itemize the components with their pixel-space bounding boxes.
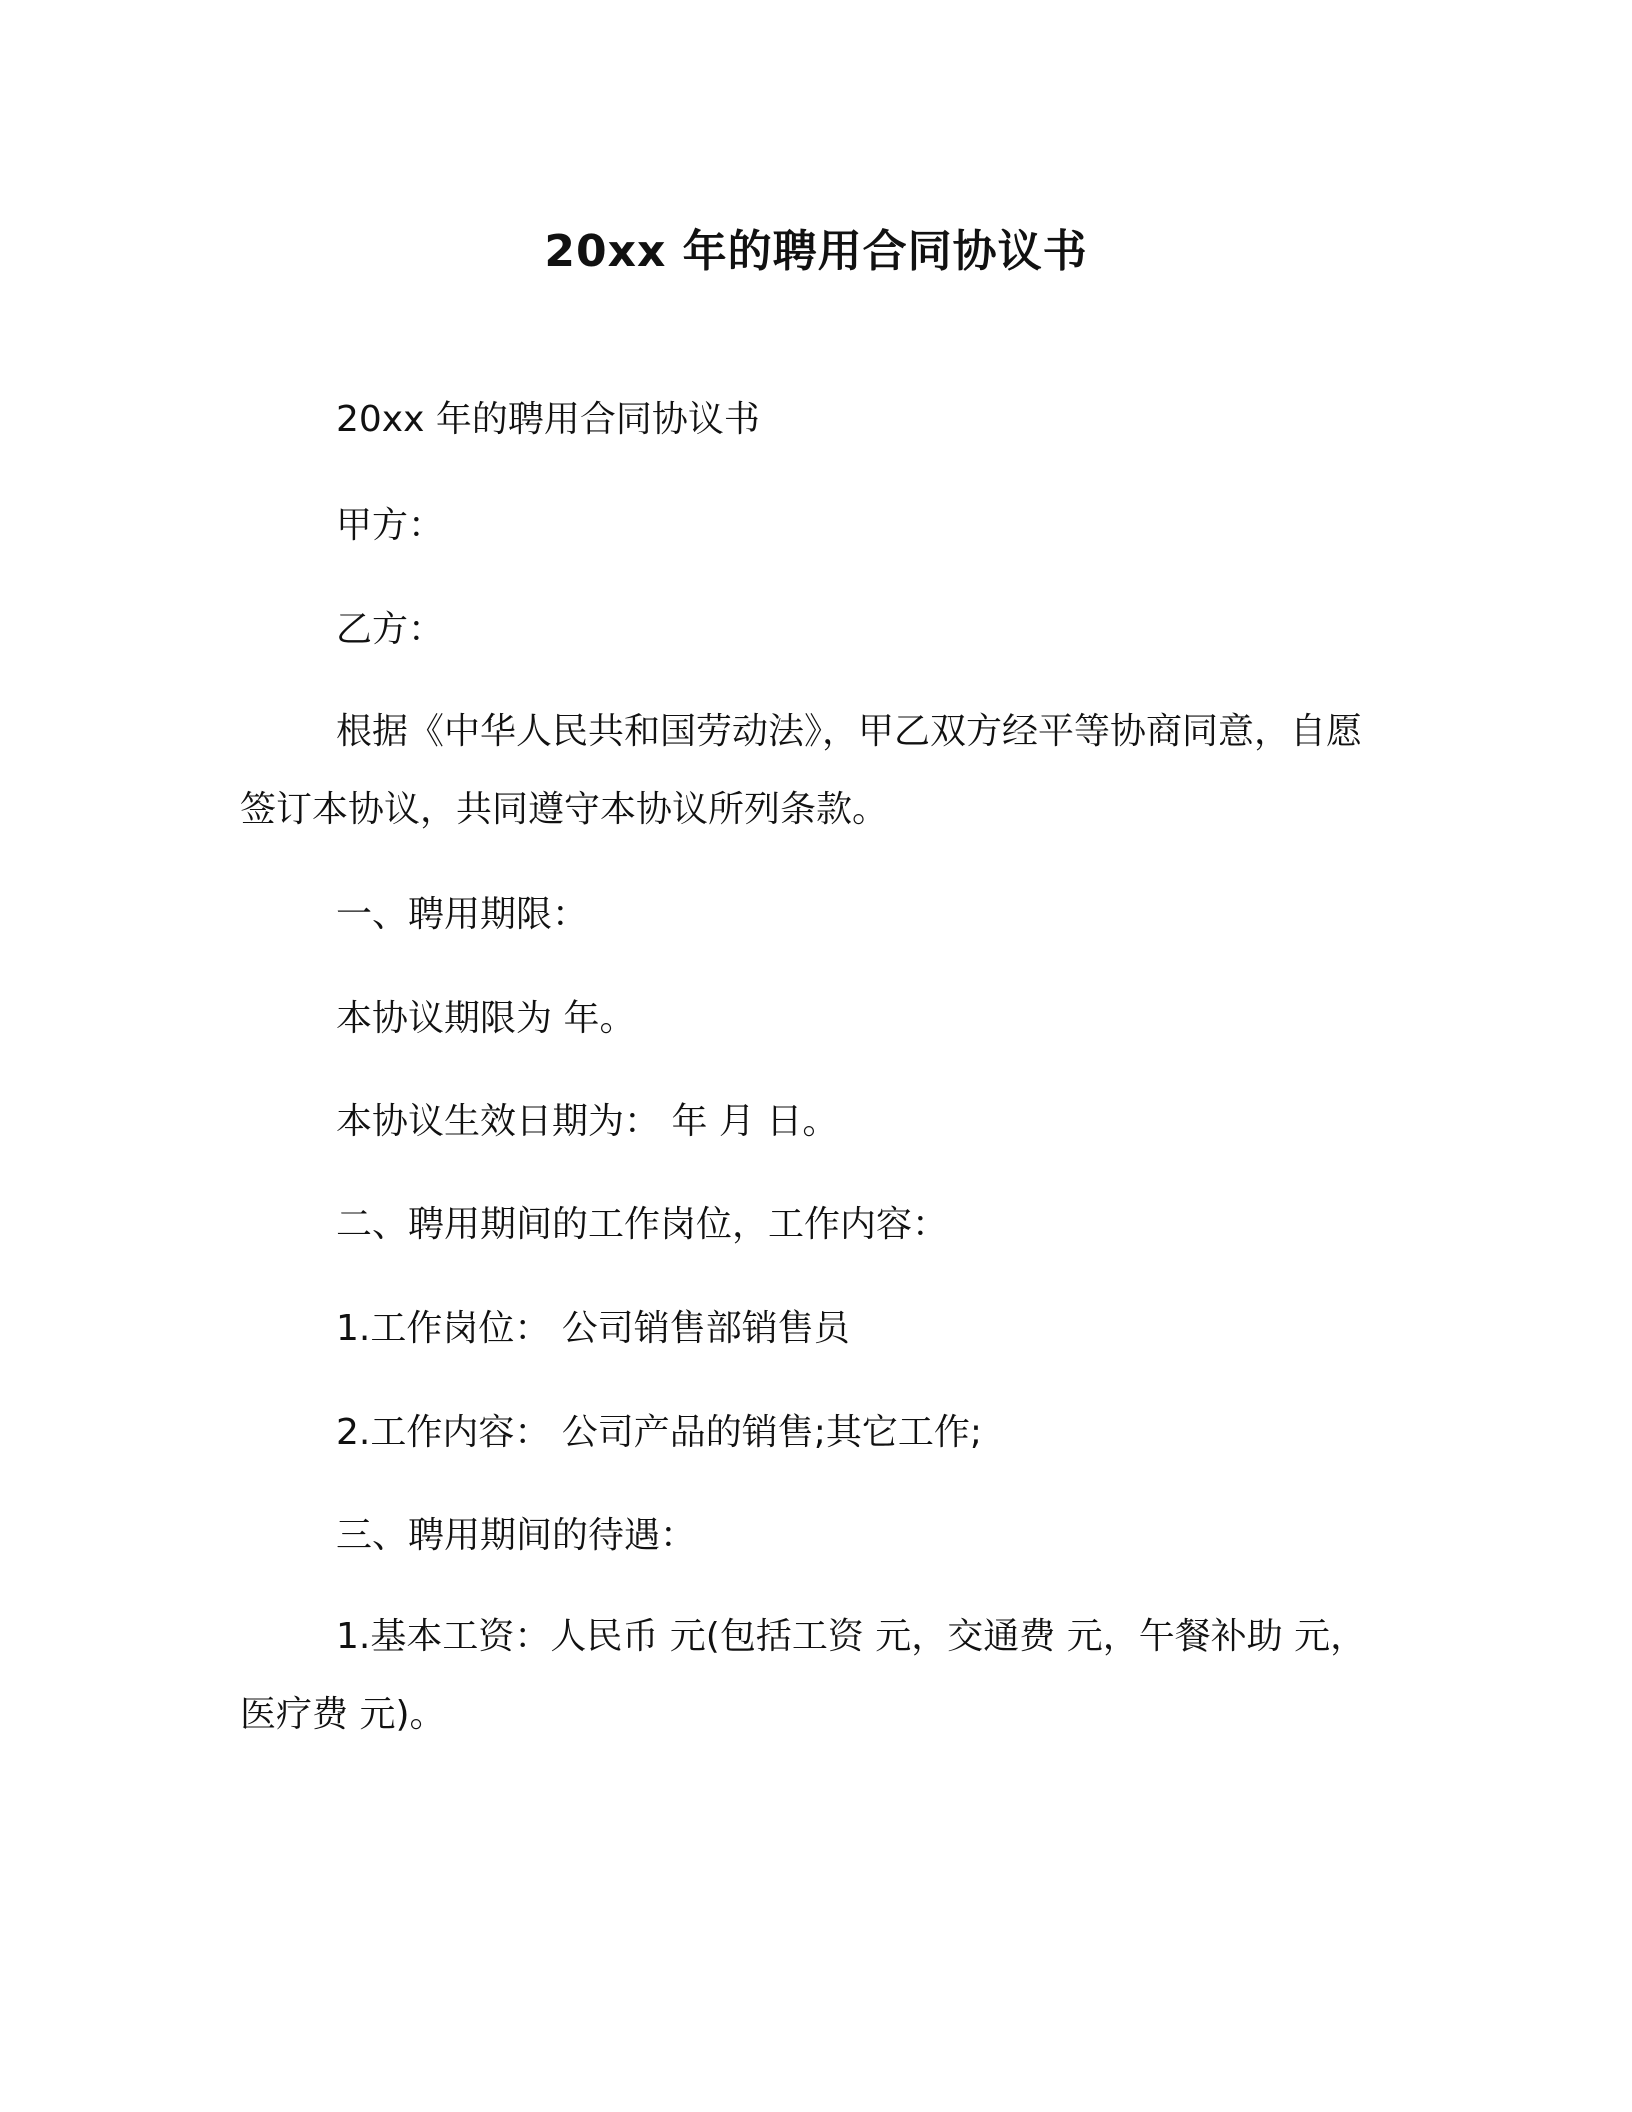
paragraph-job-position: 1.工作岗位： 公司销售部销售员 <box>336 1308 850 1349</box>
paragraph-job-content: 2.工作内容： 公司产品的销售;其它工作; <box>336 1412 983 1453</box>
paragraph-term-years: 本协议期限为 年。 <box>336 998 636 1039</box>
paragraph-party-b: 乙方： <box>336 609 445 650</box>
paragraph-section-1-heading: 一、聘用期限： <box>336 894 589 935</box>
paragraph-party-a: 甲方： <box>336 505 445 546</box>
paragraph-section-3-heading: 三、聘用期间的待遇： <box>336 1515 697 1556</box>
paragraph-effective-date: 本协议生效日期为： 年 月 日。 <box>336 1101 839 1142</box>
document-title: 20xx 年的聘用合同协议书 <box>544 226 1088 277</box>
paragraph-section-2-heading: 二、聘用期间的工作岗位，工作内容： <box>336 1204 949 1245</box>
paragraph-subtitle: 20xx 年的聘用合同协议书 <box>336 399 760 440</box>
paragraph-preamble: 根据《中华人民共和国劳动法》，甲乙双方经平等协商同意，自愿签订本协议，共同遵守本协议所列条款。 <box>240 711 1363 830</box>
paragraph-basic-salary: 1.基本工资：人民币 元(包括工资 元，交通费 元，午餐补助 元，医疗费 元)。 <box>240 1616 1367 1735</box>
